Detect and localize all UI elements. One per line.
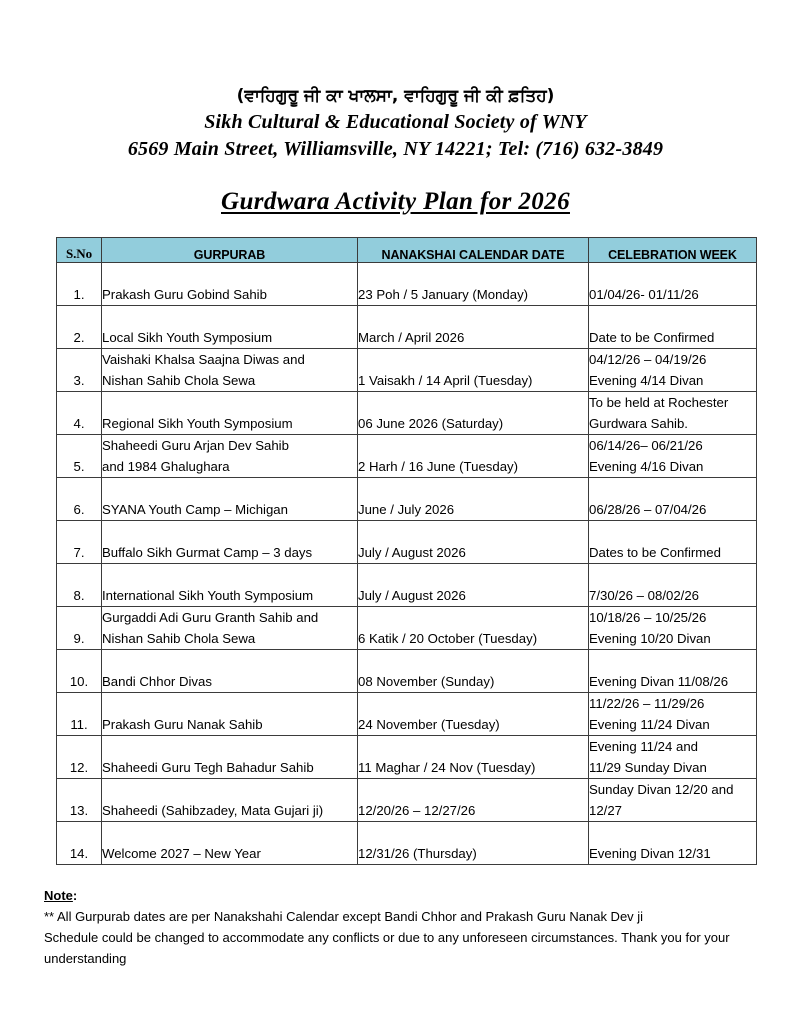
- row-celebration-week: [589, 435, 757, 478]
- row-celebration-week: [589, 736, 757, 779]
- row-serial-number: [57, 435, 102, 478]
- row-gurpurab: [102, 822, 358, 865]
- row-gurpurab-text: [102, 757, 357, 778]
- cell-line: 01/04/26- 01/11/26: [589, 287, 699, 302]
- row-serial-number-text: [57, 843, 101, 864]
- row-celebration-week: [589, 650, 757, 693]
- row-celebration-week: [589, 349, 757, 392]
- cell-line: Local Sikh Youth Symposium: [102, 330, 273, 345]
- row-serial-number: [57, 521, 102, 564]
- row-nanakshai-date-text: [358, 714, 588, 735]
- row-serial-number: [57, 822, 102, 865]
- column-header-celebration-week: CELEBRATION WEEK: [589, 238, 757, 263]
- row-celebration-week-text: [589, 284, 756, 305]
- row-celebration-week: [589, 564, 757, 607]
- row-serial-number-text: [57, 499, 101, 520]
- row-serial-number: [57, 693, 102, 736]
- row-celebration-week-text: [589, 736, 756, 778]
- row-nanakshai-date: [358, 392, 589, 435]
- cell-line: Date to be Confirmed: [589, 330, 715, 345]
- cell-line: Regional Sikh Youth Symposium: [102, 416, 293, 431]
- row-nanakshai-date-text: [358, 284, 588, 305]
- cell-line: Vaishaki Khalsa Saajna Diwas and: [102, 352, 305, 367]
- row-gurpurab-text: [102, 349, 357, 391]
- cell-line: Buffalo Sikh Gurmat Camp – 3 days: [102, 545, 313, 560]
- row-nanakshai-date: [358, 521, 589, 564]
- row-gurpurab: [102, 263, 358, 306]
- cell-line: Prakash Guru Nanak Sahib: [102, 717, 263, 732]
- row-nanakshai-date-text: [358, 628, 588, 649]
- row-nanakshai-date-text: [358, 327, 588, 348]
- row-nanakshai-date-text: [358, 757, 588, 778]
- cell-line: Shaheedi Guru Tegh Bahadur Sahib: [102, 760, 314, 775]
- row-serial-number-text: [57, 671, 101, 692]
- row-serial-number-text: [57, 327, 101, 348]
- cell-line: June / July 2026: [358, 502, 455, 517]
- table-header: [57, 238, 757, 263]
- row-gurpurab-text: [102, 714, 357, 735]
- cell-line: July / August 2026: [358, 588, 466, 603]
- cell-line: 4.: [73, 416, 85, 431]
- row-gurpurab-text: [102, 413, 357, 434]
- row-serial-number-text: [57, 413, 101, 434]
- cell-line: 7.: [73, 545, 85, 560]
- row-gurpurab-text: [102, 800, 357, 821]
- column-header-nanakshai-calendar-date: NANAKSHAI CALENDAR DATE: [358, 238, 589, 263]
- note-line-3: understanding: [44, 951, 127, 966]
- cell-line: 3.: [73, 373, 85, 388]
- row-gurpurab-text: [102, 327, 357, 348]
- row-serial-number: [57, 349, 102, 392]
- row-celebration-week-text: [589, 843, 756, 864]
- cell-line: Shaheedi Guru Arjan Dev Sahib: [102, 438, 289, 453]
- row-gurpurab-text: [102, 542, 357, 563]
- cell-line: 06/28/26 – 07/04/26: [589, 502, 707, 517]
- page-title-text: Gurdwara Activity Plan for 2026: [221, 188, 570, 215]
- table-row: [57, 478, 757, 521]
- cell-line: 10/18/26 – 10/25/26: [589, 610, 707, 625]
- cell-line: Evening 11/24 Divan: [589, 717, 710, 732]
- cell-line: Nishan Sahib Chola Sewa: [102, 631, 256, 646]
- row-nanakshai-date: [358, 478, 589, 521]
- row-gurpurab-text: [102, 843, 357, 864]
- table-row: [57, 392, 757, 435]
- cell-line: Evening Divan 11/08/26: [589, 674, 729, 689]
- note-section: [44, 885, 744, 969]
- row-gurpurab: [102, 521, 358, 564]
- table-row: [57, 349, 757, 392]
- row-nanakshai-date: [358, 349, 589, 392]
- note-label-underlined: Note: [44, 888, 73, 903]
- row-serial-number: [57, 263, 102, 306]
- row-celebration-week-text: [589, 327, 756, 348]
- row-gurpurab: [102, 392, 358, 435]
- note-label-colon: :: [72, 888, 78, 903]
- table-row: [57, 607, 757, 650]
- cell-line: 6.: [73, 502, 85, 517]
- row-nanakshai-date-text: [358, 800, 588, 821]
- row-gurpurab: [102, 349, 358, 392]
- row-celebration-week: [589, 392, 757, 435]
- column-header-sno: S.No: [57, 238, 102, 263]
- organization-name: Sikh Cultural & Educational Society of WNY: [204, 111, 587, 133]
- column-header-gurpurab: GURPURAB: [102, 238, 358, 263]
- cell-line: 14.: [69, 846, 89, 861]
- table-row: [57, 693, 757, 736]
- cell-line: 12/20/26 – 12/27/26: [358, 803, 476, 818]
- row-serial-number-text: [57, 456, 101, 477]
- row-serial-number: [57, 650, 102, 693]
- cell-line: Evening 4/14 Divan: [589, 373, 704, 388]
- cell-line: 7/30/26 – 08/02/26: [589, 588, 699, 603]
- row-gurpurab: [102, 607, 358, 650]
- row-serial-number: [57, 736, 102, 779]
- row-serial-number: [57, 607, 102, 650]
- row-celebration-week: [589, 263, 757, 306]
- cell-line: Gurdwara Sahib.: [589, 416, 688, 431]
- row-nanakshai-date: [358, 607, 589, 650]
- table-header-row: [57, 238, 757, 263]
- row-nanakshai-date-text: [358, 843, 588, 864]
- table-row: [57, 263, 757, 306]
- cell-line: 1.: [73, 287, 85, 302]
- row-celebration-week-text: [589, 499, 756, 520]
- document-header: [0, 84, 791, 163]
- row-gurpurab: [102, 779, 358, 822]
- row-celebration-week: [589, 607, 757, 650]
- row-nanakshai-date-text: [358, 413, 588, 434]
- cell-line: SYANA Youth Camp – Michigan: [102, 502, 288, 517]
- row-celebration-week: [589, 822, 757, 865]
- cell-line: 11 Maghar / 24 Nov (Tuesday): [358, 760, 536, 775]
- row-serial-number: [57, 779, 102, 822]
- row-nanakshai-date-text: [358, 671, 588, 692]
- cell-line: and 1984 Ghalughara: [102, 459, 230, 474]
- cell-line: Sunday Divan 12/20 and: [589, 782, 734, 797]
- cell-line: Gurgaddi Adi Guru Granth Sahib and: [102, 610, 319, 625]
- row-gurpurab-text: [102, 499, 357, 520]
- row-serial-number-text: [57, 757, 101, 778]
- row-nanakshai-date: [358, 435, 589, 478]
- row-gurpurab: [102, 564, 358, 607]
- cell-line: Dates to be Confirmed: [589, 545, 721, 560]
- row-gurpurab-text: [102, 435, 357, 477]
- table-row: [57, 736, 757, 779]
- row-celebration-week-text: [589, 779, 756, 821]
- row-celebration-week-text: [589, 585, 756, 606]
- table-row: [57, 435, 757, 478]
- table-row: [57, 822, 757, 865]
- cell-line: To be held at Rochester: [589, 395, 729, 410]
- cell-line: 04/12/26 – 04/19/26: [589, 352, 707, 367]
- gurmukhi-salutation: (ਵਾਹਿਗੁਰੂ ਜੀ ਕਾ ਖਾਲਸਾ, ਵਾਹਿਗੁਰੂ ਜੀ ਕੀ ਫ਼ਤਿਹ): [236, 86, 555, 106]
- row-nanakshai-date: [358, 822, 589, 865]
- row-celebration-week: [589, 306, 757, 349]
- activity-plan-table: [56, 237, 757, 865]
- row-nanakshai-date: [358, 779, 589, 822]
- row-nanakshai-date-text: [358, 499, 588, 520]
- cell-line: 10.: [69, 674, 89, 689]
- row-gurpurab: [102, 650, 358, 693]
- cell-line: 23 Poh / 5 January (Monday): [358, 287, 529, 302]
- cell-line: 24 November (Tuesday): [358, 717, 500, 732]
- table-body: [57, 263, 757, 865]
- cell-line: 12/27: [589, 803, 623, 818]
- cell-line: 12.: [69, 760, 89, 775]
- cell-line: Evening Divan 12/31: [589, 846, 711, 861]
- row-serial-number-text: [57, 714, 101, 735]
- row-serial-number: [57, 306, 102, 349]
- table-row: [57, 779, 757, 822]
- cell-line: 12/31/26 (Thursday): [358, 846, 477, 861]
- table-row: [57, 521, 757, 564]
- cell-line: Evening 10/20 Divan: [589, 631, 711, 646]
- row-gurpurab-text: [102, 284, 357, 305]
- table-row: [57, 650, 757, 693]
- cell-line: Evening 11/24 and: [589, 739, 699, 754]
- cell-line: 2.: [73, 330, 85, 345]
- cell-line: 2 Harh / 16 June (Tuesday): [358, 459, 519, 474]
- cell-line: 11/29 Sunday Divan: [589, 760, 707, 775]
- row-celebration-week: [589, 693, 757, 736]
- note-label: [44, 885, 744, 906]
- row-nanakshai-date: [358, 263, 589, 306]
- row-serial-number-text: [57, 628, 101, 649]
- row-serial-number-text: [57, 585, 101, 606]
- row-celebration-week: [589, 478, 757, 521]
- cell-line: 06/14/26– 06/21/26: [589, 438, 703, 453]
- row-serial-number: [57, 564, 102, 607]
- row-celebration-week: [589, 779, 757, 822]
- row-gurpurab: [102, 736, 358, 779]
- row-nanakshai-date: [358, 693, 589, 736]
- row-gurpurab-text: [102, 607, 357, 649]
- cell-line: Bandi Chhor Divas: [102, 674, 212, 689]
- row-celebration-week-text: [589, 607, 756, 649]
- row-nanakshai-date: [358, 564, 589, 607]
- row-gurpurab: [102, 435, 358, 478]
- cell-line: International Sikh Youth Symposium: [102, 588, 314, 603]
- row-celebration-week-text: [589, 435, 756, 477]
- row-serial-number-text: [57, 370, 101, 391]
- row-gurpurab: [102, 693, 358, 736]
- activity-plan-table-wrapper: [56, 237, 756, 865]
- row-serial-number: [57, 392, 102, 435]
- row-serial-number-text: [57, 284, 101, 305]
- cell-line: March / April 2026: [358, 330, 465, 345]
- row-serial-number-text: [57, 542, 101, 563]
- row-nanakshai-date: [358, 650, 589, 693]
- row-gurpurab-text: [102, 671, 357, 692]
- row-nanakshai-date: [358, 306, 589, 349]
- cell-line: Nishan Sahib Chola Sewa: [102, 373, 256, 388]
- row-nanakshai-date-text: [358, 456, 588, 477]
- cell-line: 11.: [70, 717, 88, 732]
- note-line-2: Schedule could be changed to accommodate any conflicts or due to any unforeseen circumstances. Thank you for your: [44, 930, 730, 945]
- organization-address: 6569 Main Street, Williamsville, NY 14221; Tel: (716) 632-3849: [127, 138, 664, 160]
- row-serial-number-text: [57, 800, 101, 821]
- cell-line: 8.: [73, 588, 85, 603]
- cell-line: 6 Katik / 20 October (Tuesday): [358, 631, 538, 646]
- cell-line: Prakash Guru Gobind Sahib: [102, 287, 267, 302]
- row-gurpurab: [102, 478, 358, 521]
- row-nanakshai-date: [358, 736, 589, 779]
- cell-line: 06 June 2026 (Saturday): [358, 416, 504, 431]
- page-title: [0, 187, 791, 217]
- cell-line: 1 Vaisakh / 14 April (Tuesday): [358, 373, 533, 388]
- cell-line: Evening 4/16 Divan: [589, 459, 704, 474]
- cell-line: July / August 2026: [358, 545, 466, 560]
- cell-line: 13.: [69, 803, 89, 818]
- row-celebration-week-text: [589, 392, 756, 434]
- cell-line: 08 November (Sunday): [358, 674, 495, 689]
- row-celebration-week-text: [589, 349, 756, 391]
- table-row: [57, 564, 757, 607]
- row-nanakshai-date-text: [358, 370, 588, 391]
- row-serial-number: [57, 478, 102, 521]
- row-nanakshai-date-text: [358, 585, 588, 606]
- table-row: [57, 306, 757, 349]
- note-line-1: ** All Gurpurab dates are per Nanakshahi Calendar except Bandi Chhor and Prakash Guru Nanak Dev ji: [44, 909, 644, 924]
- cell-line: 9.: [73, 631, 85, 646]
- cell-line: Welcome 2027 – New Year: [102, 846, 261, 861]
- row-celebration-week-text: [589, 542, 756, 563]
- row-celebration-week-text: [589, 671, 756, 692]
- row-gurpurab: [102, 306, 358, 349]
- row-celebration-week-text: [589, 693, 756, 735]
- cell-line: 11/22/26 – 11/29/26: [589, 696, 705, 711]
- row-celebration-week: [589, 521, 757, 564]
- row-gurpurab-text: [102, 585, 357, 606]
- cell-line: Shaheedi (Sahibzadey, Mata Gujari ji): [102, 803, 324, 818]
- cell-line: 5.: [73, 459, 85, 474]
- row-nanakshai-date-text: [358, 542, 588, 563]
